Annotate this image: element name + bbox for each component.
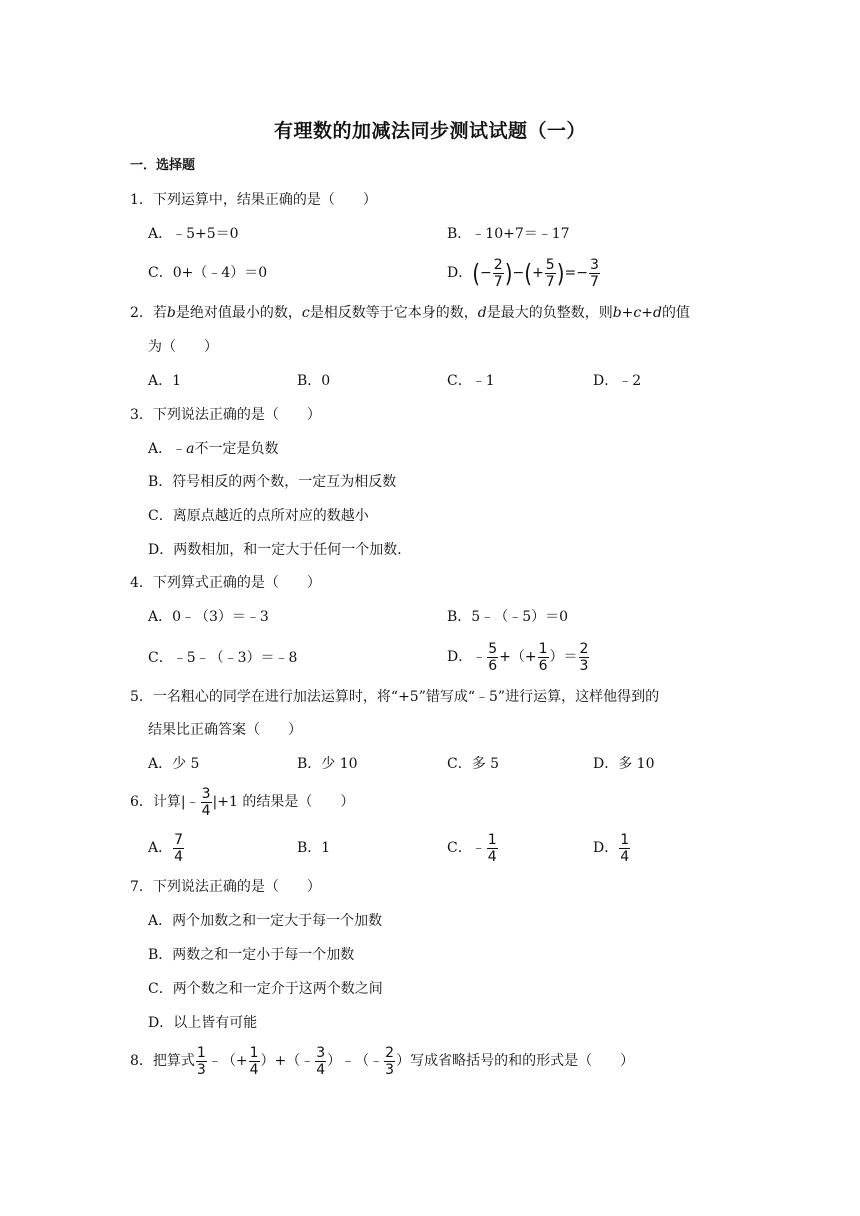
q6-option-d: D． $\frac{1}{4}$ bbox=[593, 831, 630, 865]
q2-option-a: A．1 bbox=[148, 373, 182, 389]
fraction: $\frac{3}{4}$ bbox=[201, 785, 211, 819]
fraction: $\frac{2}{3}$ bbox=[579, 640, 589, 674]
q3-option-b: B．符号相反的两个数，一定互为相反数 bbox=[148, 474, 397, 490]
fraction: $\frac{7}{4}$ bbox=[174, 831, 184, 865]
fraction: $\frac{5}{6}$ bbox=[488, 640, 498, 674]
q7-option-b: B．两数之和一定小于每一个加数 bbox=[148, 947, 355, 963]
q5-option-a: A．少 5 bbox=[148, 756, 200, 772]
question-2-stem: 2．若b是绝对值最小的数，c是相反数等于它本身的数，d是最大的负整数，则b+c+d的值 bbox=[130, 305, 690, 321]
fraction: $\frac{2}{7}$ bbox=[493, 256, 503, 290]
fraction: $\frac{1}{4}$ bbox=[620, 831, 630, 865]
q1-option-d: D．(− $\frac{2}{7}$ )−(+ $\frac{5}{7}$ )=− $\frac{3}{7}$ bbox=[447, 256, 599, 290]
question-7-stem: 7．下列说法正确的是（ ） bbox=[130, 879, 321, 895]
question-6-stem: 6．计算|﹣ $\frac{3}{4}$ |+1 的结果是（ ） bbox=[130, 785, 355, 819]
question-4-stem: 4．下列算式正确的是（ ） bbox=[130, 575, 321, 591]
page-title: 有理数的加减法同步测试试题（一） bbox=[273, 120, 586, 142]
q6-option-a: A． $\frac{7}{4}$ bbox=[148, 831, 184, 865]
fraction: $\frac{2}{3}$ bbox=[385, 1044, 395, 1078]
q4-option-c: C．﹣5﹣（﹣3）＝﹣8 bbox=[148, 650, 298, 666]
q3-option-d: D．两数相加，和一定大于任何一个加数． bbox=[148, 542, 412, 558]
fraction: $\frac{3}{4}$ bbox=[316, 1044, 326, 1078]
q7-option-a: A．两个加数之和一定大于每一个加数 bbox=[148, 913, 383, 929]
q6-option-c: C．﹣ $\frac{1}{4}$ bbox=[447, 831, 497, 865]
fraction: $\frac{1}{4}$ bbox=[487, 831, 497, 865]
section-heading: 一．选择题 bbox=[130, 158, 196, 173]
q4-option-a: A．0﹣（3）＝﹣3 bbox=[148, 609, 269, 625]
q6-option-b: B．1 bbox=[297, 840, 331, 856]
q5-option-b: B．少 10 bbox=[297, 756, 358, 772]
q1-option-c: C．0+（﹣4）＝0 bbox=[148, 265, 268, 281]
fraction: $\frac{3}{7}$ bbox=[590, 256, 599, 290]
fraction: $\frac{1}{6}$ bbox=[538, 640, 548, 674]
option-label: D． bbox=[447, 265, 473, 281]
q2-option-c: C．﹣1 bbox=[447, 373, 495, 389]
q4-option-d: D．﹣ $\frac{5}{6}$ +（+ $\frac{1}{6}$ ）＝ $\frac{2}{3}$ bbox=[447, 640, 589, 674]
q1-option-a: A．﹣5+5＝0 bbox=[148, 226, 239, 242]
question-5-stem: 5．一名粗心的同学在进行加法运算时，将“+5”错写成“﹣5”进行运算，这样他得到的 bbox=[130, 689, 660, 705]
fraction: $\frac{1}{3}$ bbox=[196, 1044, 206, 1078]
q3-option-c: C．离原点越近的点所对应的数越小 bbox=[148, 508, 369, 524]
q7-option-d: D．以上皆有可能 bbox=[148, 1015, 258, 1031]
q2-option-b: B．0 bbox=[297, 373, 331, 389]
q3-option-a: A．﹣a不一定是负数 bbox=[148, 441, 279, 457]
q5-option-c: C．多 5 bbox=[447, 756, 500, 772]
q5-option-d: D．多 10 bbox=[593, 756, 655, 772]
question-8-stem: 8．把算式 $\frac{1}{3}$ ﹣（+ $\frac{1}{4}$ ）+（﹣ $\frac{3}{4}$ ）﹣（﹣ $\frac{2}{3}$ ）写成省略括号的和的形式是（ ） bbox=[130, 1044, 635, 1078]
question-5-stem-cont: 结果比正确答案（ ） bbox=[148, 722, 302, 738]
q4-option-b: B．5﹣（﹣5）＝0 bbox=[447, 609, 569, 625]
q2-option-d: D．﹣2 bbox=[593, 373, 642, 389]
question-2-stem-cont: 为（ ） bbox=[148, 339, 218, 355]
question-1-stem: 1．下列运算中，结果正确的是（ ） bbox=[130, 192, 377, 208]
question-3-stem: 3．下列说法正确的是（ ） bbox=[130, 407, 321, 423]
fraction: $\frac{1}{4}$ bbox=[249, 1044, 259, 1078]
fraction: $\frac{5}{7}$ bbox=[545, 256, 555, 290]
q7-option-c: C．两个数之和一定介于这两个数之间 bbox=[148, 981, 383, 997]
q1-option-b: B．﹣10+7＝﹣17 bbox=[447, 226, 570, 242]
